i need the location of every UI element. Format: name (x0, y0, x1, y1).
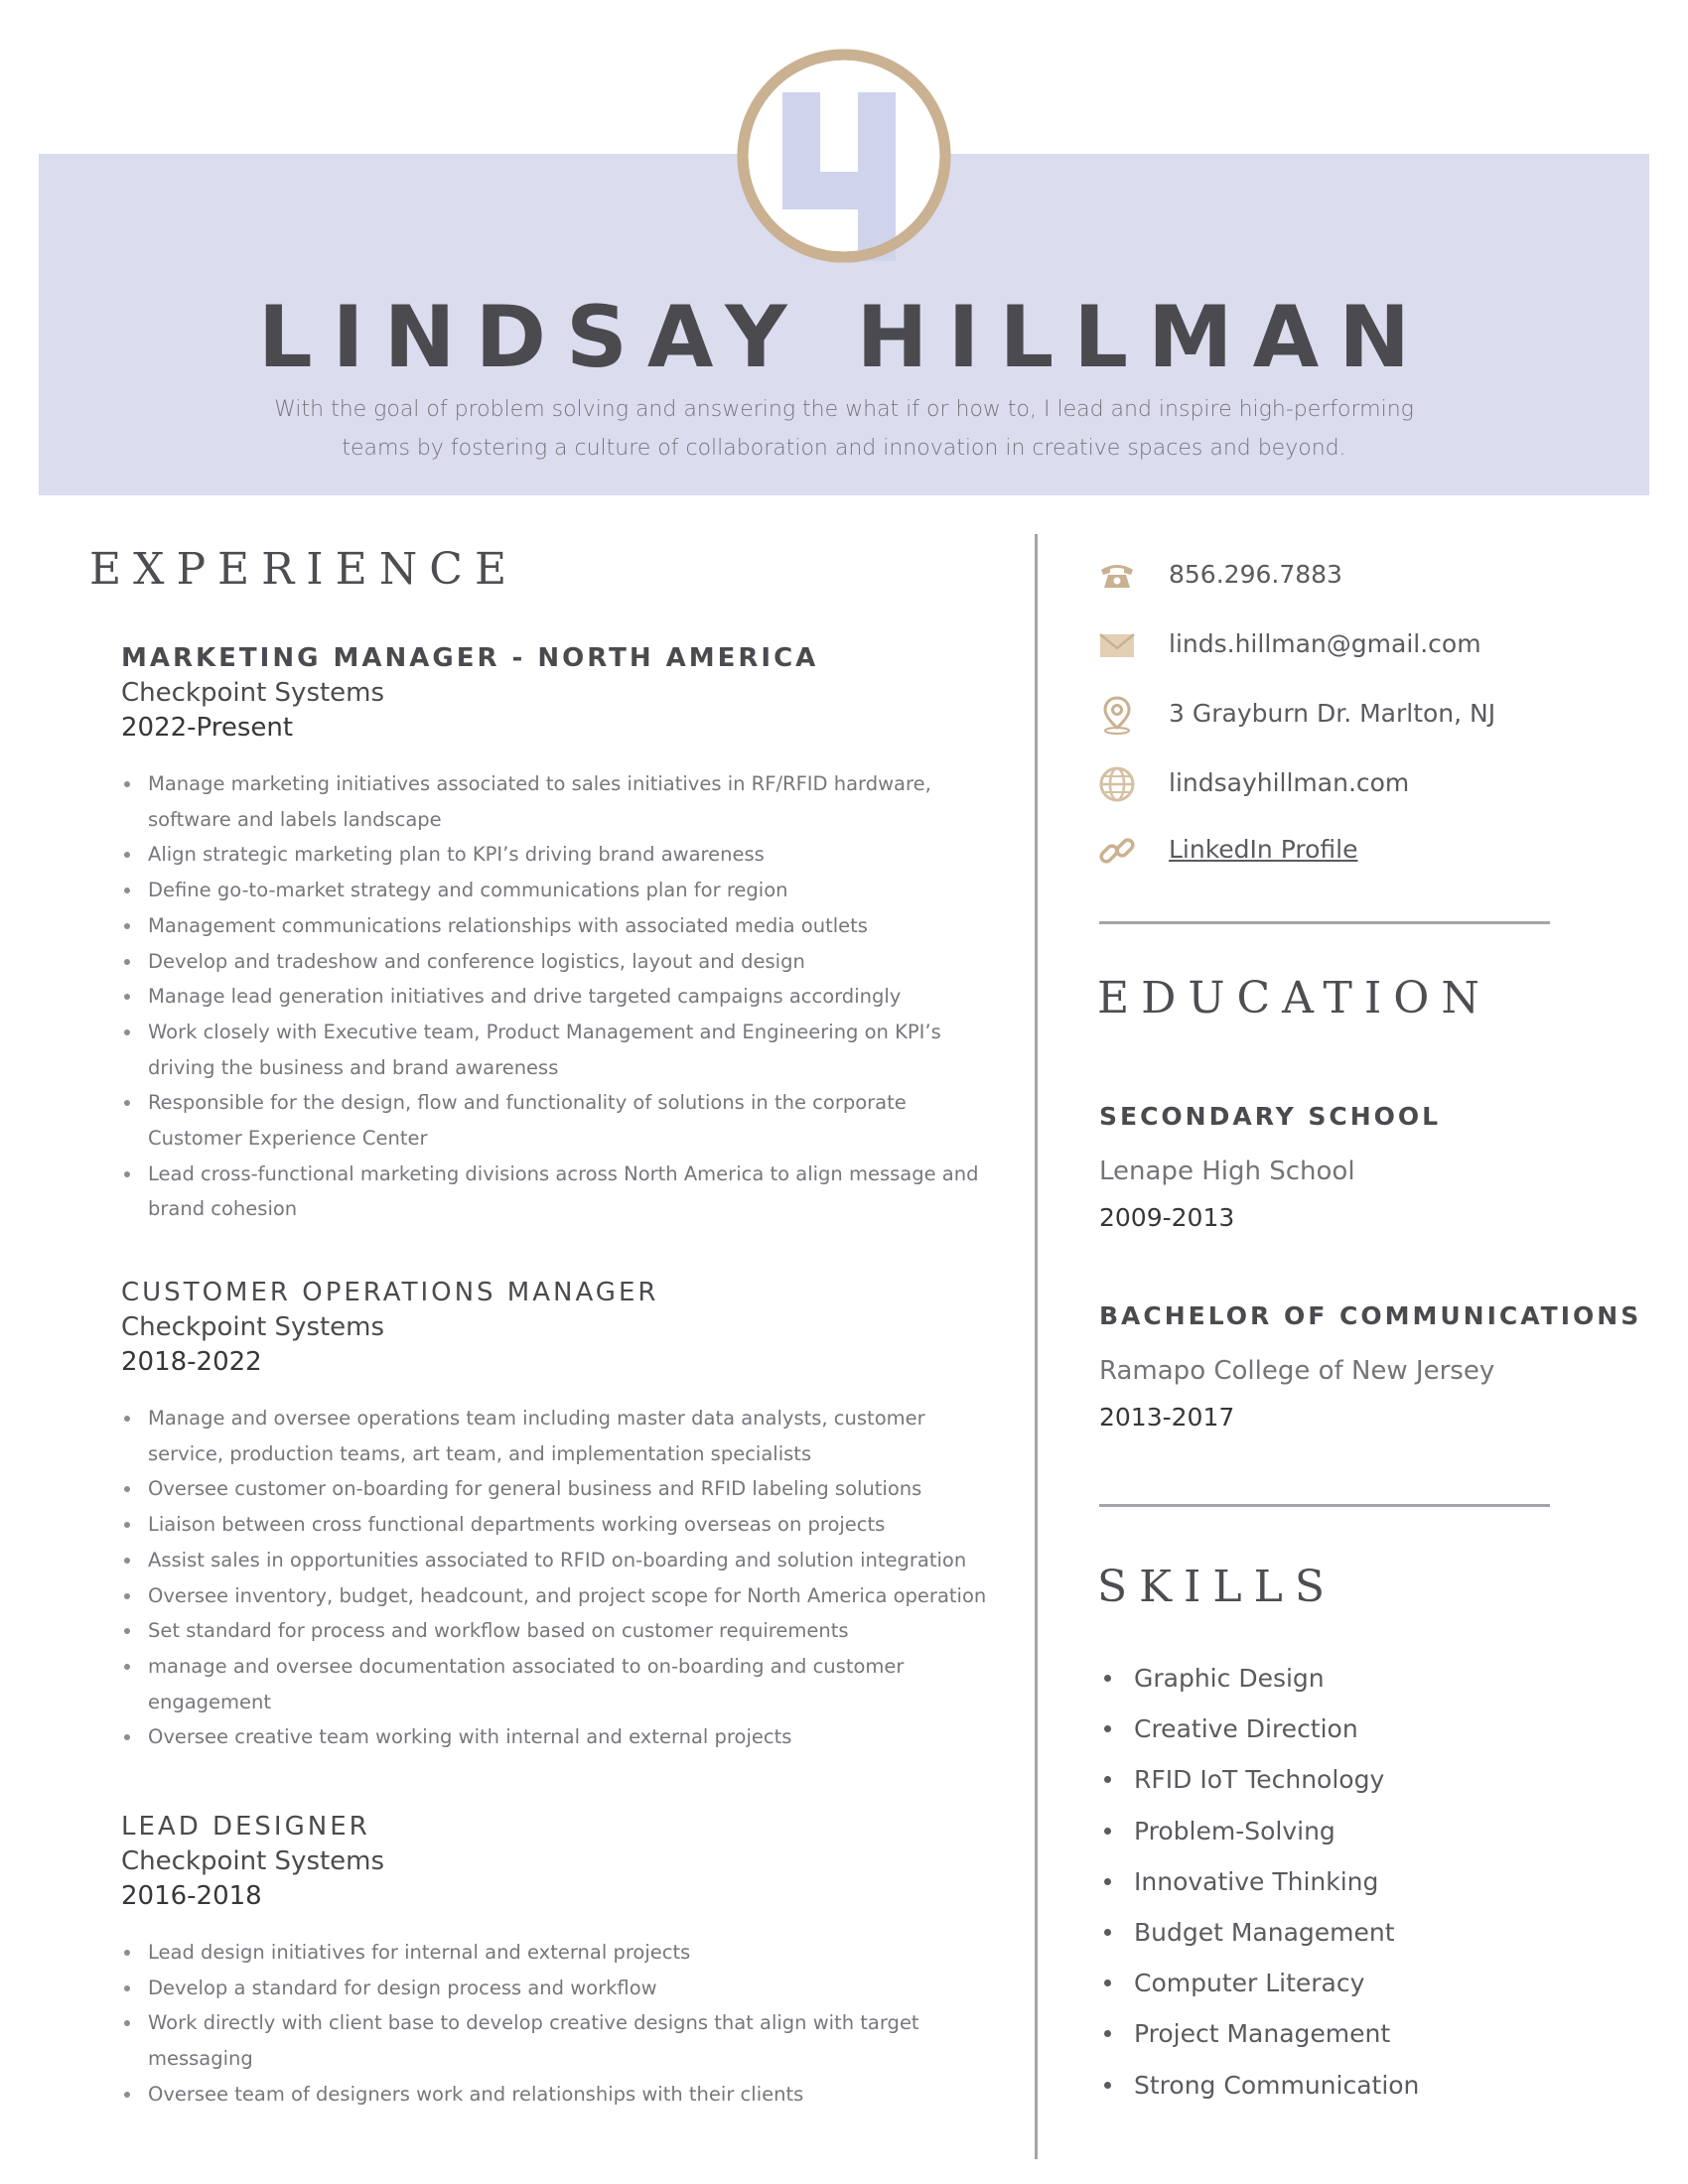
job-bullet: Oversee customer on-boarding for general business and RFID labeling solutions (121, 1471, 1002, 1507)
skill-item: Computer Literacy (1099, 1958, 1419, 2008)
link-icon (1097, 831, 1137, 871)
education-years: 2009-2013 (1099, 1203, 1235, 1232)
education-school: Lenape High School (1099, 1157, 1355, 1186)
skill-item: Strong Communication (1099, 2060, 1419, 2111)
job-years: 2018-2022 (121, 1347, 262, 1377)
job-bullet: Manage and oversee operations team including master data analysts, customer service, production teams, art team, and implementation specialists (121, 1401, 1002, 1471)
job-entry (121, 1810, 995, 2113)
phone-number: 856.296.7883 (1169, 560, 1342, 589)
job-company: Checkpoint Systems (121, 1846, 385, 1876)
job-entry (121, 1276, 995, 1755)
education-entry (1099, 1299, 1655, 1434)
contact-website (1097, 762, 1594, 806)
job-bullet: Define go-to-market strategy and communications plan for region (121, 873, 1002, 908)
education-years: 2013-2017 (1099, 1403, 1235, 1432)
skill-item: Innovative Thinking (1099, 1856, 1419, 1907)
tagline-line: teams by fostering a culture of collaboration and innovation in creative spaces and beyond. (342, 436, 1346, 461)
skill-item: Budget Management (1099, 1907, 1419, 1958)
job-bullet: Assist sales in opportunities associated to RFID on-boarding and solution integration (121, 1543, 1002, 1578)
candidate-name: LINDSAY HILLMAN (257, 288, 1431, 387)
skills-list (1099, 1653, 1419, 2111)
job-bullet: Align strategic marketing plan to KPI’s driving brand awareness (121, 837, 1002, 873)
phone-icon (1097, 556, 1137, 596)
job-bullet: Oversee team of designers work and relationships with their clients (121, 2077, 1002, 2113)
job-company: Checkpoint Systems (121, 678, 385, 708)
street-address: 3 Grayburn Dr. Marlton, NJ (1169, 699, 1496, 728)
job-title: CUSTOMER OPERATIONS MANAGER (121, 1278, 659, 1307)
contact-email (1097, 623, 1594, 667)
job-bullet: Develop and tradeshow and conference logistics, layout and design (121, 944, 1002, 980)
experience-heading: EXPERIENCE (89, 544, 519, 595)
job-bullet: Oversee creative team working with internal and external projects (121, 1719, 1002, 1755)
job-bullet: Management communications relationships with associated media outlets (121, 908, 1002, 944)
education-degree: SECONDARY SCHOOL (1099, 1102, 1442, 1131)
tagline (248, 390, 1440, 468)
job-bullet: Oversee inventory, budget, headcount, and project scope for North America operation (121, 1578, 1002, 1614)
job-bullet: Work closely with Executive team, Product Management and Engineering on KPI’s driving the business and brand awareness (121, 1015, 1002, 1085)
job-company: Checkpoint Systems (121, 1312, 385, 1342)
website-url[interactable]: lindsayhillman.com (1169, 768, 1410, 797)
job-bullet: Develop a standard for design process and workflow (121, 1971, 1002, 2006)
education-heading: EDUCATION (1097, 973, 1491, 1024)
job-years: 2022-Present (121, 713, 294, 743)
monogram-logo (735, 47, 953, 265)
job-entry (121, 641, 995, 1227)
job-bullet: Lead design initiatives for internal and external projects (121, 1935, 1002, 1971)
skill-item: Project Management (1099, 2008, 1419, 2059)
globe-icon (1097, 764, 1137, 804)
job-bullet: Work directly with client base to develop creative designs that align with target messaging (121, 2005, 1002, 2076)
linkedin-link[interactable]: LinkedIn Profile (1169, 835, 1358, 864)
column-divider (1035, 534, 1038, 2159)
job-title: LEAD DESIGNER (121, 1812, 370, 1842)
job-bullet: Liaison between cross functional departments working overseas on projects (121, 1507, 1002, 1543)
location-pin-icon (1097, 695, 1137, 735)
job-title: MARKETING MANAGER - NORTH AMERICA (121, 643, 819, 673)
job-bullet: Set standard for process and workflow based on customer requirements (121, 1613, 1002, 1649)
job-years: 2016-2018 (121, 1881, 262, 1911)
education-degree: BACHELOR OF COMMUNICATIONS (1099, 1301, 1642, 1330)
tagline-line: With the goal of problem solving and answering the what if or how to, I lead and inspire high-performing (274, 397, 1414, 422)
job-bullets (121, 766, 995, 1227)
job-bullet: Lead cross-functional marketing divisions across North America to align message and brand cohesion (121, 1157, 1002, 1227)
skills-heading: SKILLS (1097, 1562, 1336, 1612)
education-divider (1099, 1504, 1550, 1507)
job-bullet: Manage marketing initiatives associated to sales initiatives in RF/RFID hardware, software and labels landscape (121, 766, 1002, 837)
job-bullets (121, 1935, 995, 2113)
job-bullet: manage and oversee documentation associated to on-boarding and customer engagement (121, 1649, 1002, 1719)
job-bullets (121, 1401, 995, 1755)
skill-item: Graphic Design (1099, 1653, 1419, 1704)
email-address[interactable]: linds.hillman@gmail.com (1169, 629, 1481, 658)
skill-item: RFID IoT Technology (1099, 1754, 1419, 1805)
contact-linkedin (1097, 829, 1594, 873)
job-bullet: Responsible for the design, flow and functionality of solutions in the corporate Customer Experience Center (121, 1085, 1002, 1156)
contact-address (1097, 693, 1594, 737)
job-bullet: Manage lead generation initiatives and drive targeted campaigns accordingly (121, 979, 1002, 1015)
mail-icon (1097, 625, 1137, 665)
skill-item: Problem-Solving (1099, 1806, 1419, 1856)
education-school: Ramapo College of New Jersey (1099, 1356, 1495, 1386)
contact-phone (1097, 554, 1594, 598)
skill-item: Creative Direction (1099, 1704, 1419, 1754)
contact-divider (1099, 921, 1550, 924)
education-entry (1099, 1100, 1655, 1235)
